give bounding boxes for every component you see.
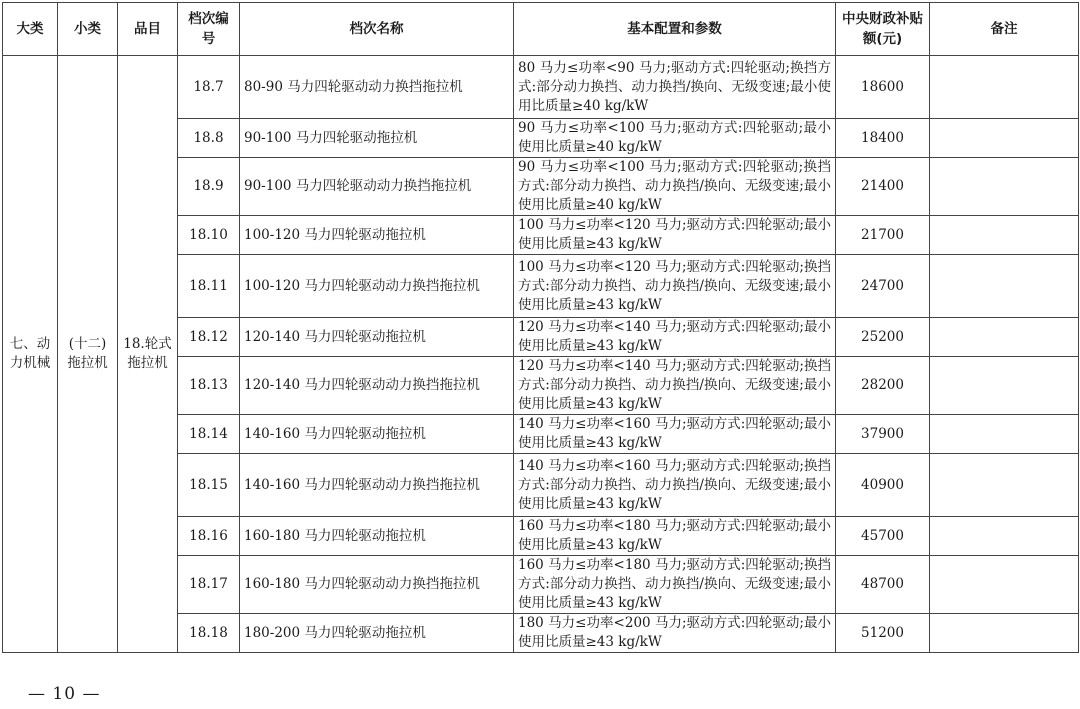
- tier-name-cell: 80-90 马力四轮驱动动力换挡拖拉机: [240, 56, 514, 119]
- spec-cell: 160 马力≤功率<180 马力;驱动方式:四轮驱动;换挡方式:部分动力换挡、动力换挡/换向、无级变速;最小使用比质量≥43 kg/kW: [514, 556, 836, 614]
- subsidy-amount-cell: 40900: [836, 454, 930, 517]
- tier-name-cell: 120-140 马力四轮驱动拖拉机: [240, 318, 514, 357]
- tier-code-cell: 18.15: [178, 454, 240, 517]
- spec-cell: 160 马力≤功率<180 马力;驱动方式:四轮驱动;最小使用比质量≥43 kg/kW: [514, 517, 836, 556]
- tier-code-cell: 18.11: [178, 255, 240, 318]
- remark-cell: [930, 158, 1079, 216]
- tier-code-cell: 18.10: [178, 216, 240, 255]
- tier-code-cell: 18.14: [178, 415, 240, 454]
- spec-cell: 120 马力≤功率<140 马力;驱动方式:四轮驱动;最小使用比质量≥43 kg/kW: [514, 318, 836, 357]
- spec-cell: 100 马力≤功率<120 马力;驱动方式:四轮驱动;换挡方式:部分动力换挡、动力换挡/换向、无级变速;最小使用比质量≥43 kg/kW: [514, 255, 836, 318]
- spec-cell: 140 马力≤功率<160 马力;驱动方式:四轮驱动;换挡方式:部分动力换挡、动力换挡/换向、无级变速;最小使用比质量≥43 kg/kW: [514, 454, 836, 517]
- spec-cell: 140 马力≤功率<160 马力;驱动方式:四轮驱动;最小使用比质量≥43 kg/kW: [514, 415, 836, 454]
- remark-cell: [930, 216, 1079, 255]
- header-remark: 备注: [930, 3, 1079, 56]
- tier-code-cell: 18.9: [178, 158, 240, 216]
- tier-name-cell: 180-200 马力四轮驱动拖拉机: [240, 614, 514, 653]
- remark-cell: [930, 357, 1079, 415]
- tier-code-cell: 18.16: [178, 517, 240, 556]
- remark-cell: [930, 56, 1079, 119]
- subsidy-amount-cell: 51200: [836, 614, 930, 653]
- group-category: 七、动力机械: [3, 56, 58, 653]
- tier-code-cell: 18.8: [178, 119, 240, 158]
- tier-name-cell: 160-180 马力四轮驱动拖拉机: [240, 517, 514, 556]
- remark-cell: [930, 517, 1079, 556]
- subsidy-amount-cell: 45700: [836, 517, 930, 556]
- remark-cell: [930, 614, 1079, 653]
- spec-cell: 180 马力≤功率<200 马力;驱动方式:四轮驱动;最小使用比质量≥43 kg/kW: [514, 614, 836, 653]
- subsidy-amount-cell: 25200: [836, 318, 930, 357]
- header-row: [3, 3, 1079, 56]
- table-body: [3, 56, 1079, 653]
- header-subcategory: 小类: [58, 3, 118, 56]
- subsidy-amount-cell: 48700: [836, 556, 930, 614]
- group-subcategory: (十二)拖拉机: [58, 56, 118, 653]
- remark-cell: [930, 415, 1079, 454]
- header-spec: 基本配置和参数: [514, 3, 836, 56]
- tier-name-cell: 140-160 马力四轮驱动动力换挡拖拉机: [240, 454, 514, 517]
- header-item: 品目: [118, 3, 178, 56]
- remark-cell: [930, 255, 1079, 318]
- tier-name-cell: 100-120 马力四轮驱动拖拉机: [240, 216, 514, 255]
- subsidy-amount-cell: 37900: [836, 415, 930, 454]
- tier-name-cell: 120-140 马力四轮驱动动力换挡拖拉机: [240, 357, 514, 415]
- subsidy-amount-cell: 18600: [836, 56, 930, 119]
- spec-cell: 120 马力≤功率<140 马力;驱动方式:四轮驱动;换挡方式:部分动力换挡、动力换挡/换向、无级变速;最小使用比质量≥43 kg/kW: [514, 357, 836, 415]
- header-subsidy: 中央财政补贴额(元): [836, 3, 930, 56]
- subsidy-amount-cell: 28200: [836, 357, 930, 415]
- header-tier-code: 档次编号: [178, 3, 240, 56]
- tier-name-cell: 90-100 马力四轮驱动拖拉机: [240, 119, 514, 158]
- remark-cell: [930, 454, 1079, 517]
- tier-name-cell: 100-120 马力四轮驱动动力换挡拖拉机: [240, 255, 514, 318]
- header-tier-name: 档次名称: [240, 3, 514, 56]
- spec-cell: 90 马力≤功率<100 马力;驱动方式:四轮驱动;换挡方式:部分动力换挡、动力换挡/换向、无级变速;最小使用比质量≥40 kg/kW: [514, 158, 836, 216]
- spec-cell: 100 马力≤功率<120 马力;驱动方式:四轮驱动;最小使用比质量≥43 kg/kW: [514, 216, 836, 255]
- header-category: 大类: [3, 3, 58, 56]
- remark-cell: [930, 318, 1079, 357]
- tier-code-cell: 18.18: [178, 614, 240, 653]
- remark-cell: [930, 556, 1079, 614]
- table-row: [3, 56, 1079, 119]
- subsidy-amount-cell: 18400: [836, 119, 930, 158]
- page-number: — 10 —: [28, 684, 101, 704]
- spec-cell: 80 马力≤功率<90 马力;驱动方式:四轮驱动;换挡方式:部分动力换挡、动力换挡/换向、无级变速;最小使用比质量≥40 kg/kW: [514, 56, 836, 119]
- tier-code-cell: 18.13: [178, 357, 240, 415]
- tier-code-cell: 18.17: [178, 556, 240, 614]
- spec-cell: 90 马力≤功率<100 马力;驱动方式:四轮驱动;最小使用比质量≥40 kg/kW: [514, 119, 836, 158]
- tier-code-cell: 18.12: [178, 318, 240, 357]
- subsidy-amount-cell: 21700: [836, 216, 930, 255]
- subsidy-amount-cell: 21400: [836, 158, 930, 216]
- tier-name-cell: 140-160 马力四轮驱动拖拉机: [240, 415, 514, 454]
- group-item: 18.轮式拖拉机: [118, 56, 178, 653]
- tier-code-cell: 18.7: [178, 56, 240, 119]
- subsidy-table: [2, 2, 1079, 653]
- tier-name-cell: 160-180 马力四轮驱动动力换挡拖拉机: [240, 556, 514, 614]
- subsidy-amount-cell: 24700: [836, 255, 930, 318]
- tier-name-cell: 90-100 马力四轮驱动动力换挡拖拉机: [240, 158, 514, 216]
- remark-cell: [930, 119, 1079, 158]
